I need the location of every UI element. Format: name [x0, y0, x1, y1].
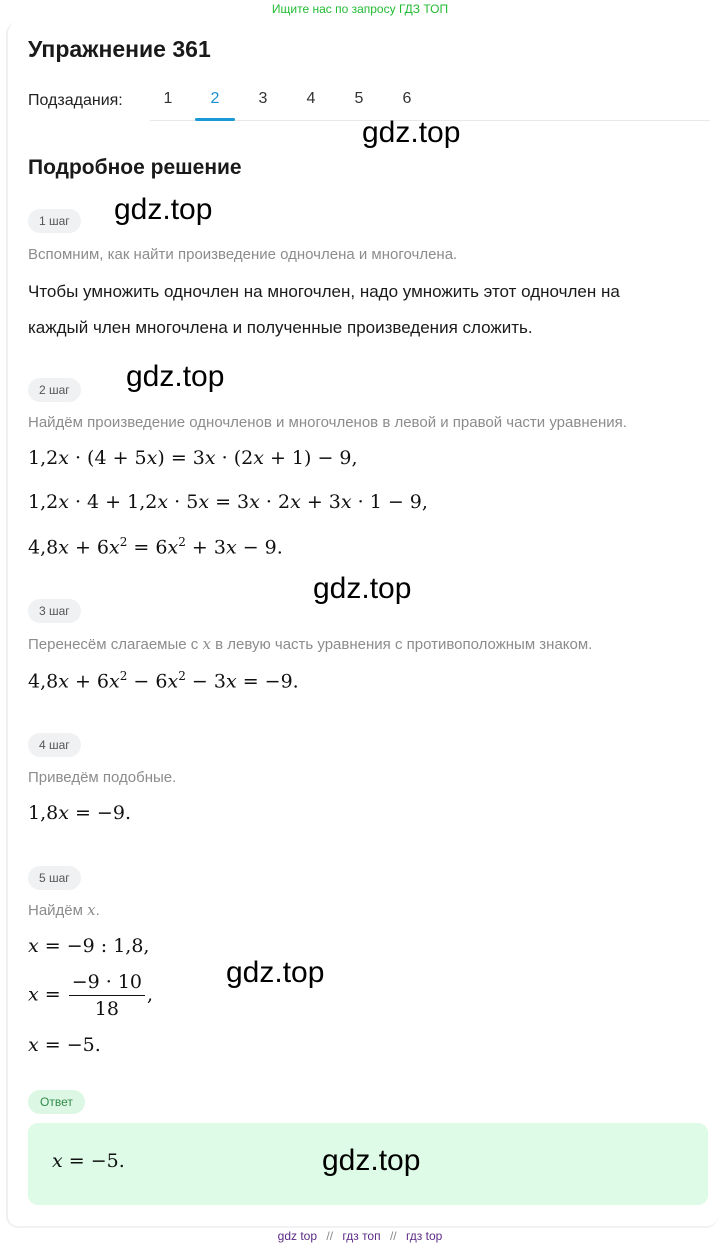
step-4-badge: 4 шаг — [28, 733, 81, 757]
step-2-equation-3: $4,8x + 6x^2 = 6x^2 + 3x - 9$. — [28, 535, 283, 559]
solution-card — [6, 22, 718, 1228]
search-banner: Ищите нас по запросу ГДЗ ТОП — [271, 2, 449, 16]
step-4-hint: Приведём подобные. — [28, 769, 177, 786]
step-5-equation-1: x = −9 : 1,8, — [28, 935, 150, 957]
answer-badge: Ответ — [28, 1090, 85, 1114]
step-3-hint: Перенесём слагаемые с x в левую часть уравнения с противоположным знаком. — [28, 635, 593, 653]
subtask-tab-4[interactable]: 4 — [306, 90, 316, 107]
watermark: gdz.top — [313, 572, 412, 605]
step-1-badge: 1 шаг — [28, 209, 81, 233]
step-5-equation-2: x = $\frac{-9 \cdot 10}{18}$ , — [28, 971, 154, 1020]
step-5-equation-3: x = −5. — [28, 1034, 101, 1056]
footer-link-1[interactable]: gdz top — [277, 1229, 318, 1243]
watermark: gdz.top — [322, 1144, 421, 1177]
answer-equation: x = −5. — [52, 1150, 125, 1172]
step-2-equation-1: 1,2x · (4 + 5x) = 3x · (2x + 1) − 9, — [28, 447, 358, 469]
step-2-equation-2: 1,2x · 4 + 1,2x · 5x = 3x · 2x + 3x · 1 − 9, — [28, 491, 428, 513]
watermark: gdz.top — [114, 193, 213, 226]
step-5-hint: Найдём x. — [28, 901, 100, 919]
watermark: gdz.top — [362, 116, 461, 149]
step-3-badge: 3 шаг — [28, 599, 81, 623]
step-2-badge: 2 шаг — [28, 378, 81, 402]
watermark: gdz.top — [226, 956, 325, 989]
active-tab-indicator — [195, 118, 235, 121]
step-1-hint: Вспомним, как найти произведение одночлена и многочлена. — [28, 246, 458, 263]
page-title: Упражнение 361 — [28, 36, 211, 62]
subtask-tab-5[interactable]: 5 — [354, 90, 364, 107]
subtask-tab-1[interactable]: 1 — [163, 90, 173, 107]
section-title: Подробное решение — [28, 156, 242, 179]
footer-separator: // — [389, 1229, 397, 1243]
step-2-hint: Найдём произведение одночленов и многочленов в левой и правой части уравнения. — [28, 414, 627, 431]
watermark: gdz.top — [126, 360, 225, 393]
step-3-equation: $4,8x + 6x^2 - 6x^2 - 3x = -9$. — [28, 669, 299, 693]
footer-link-2[interactable]: гдз топ — [342, 1229, 381, 1243]
subtask-tab-2[interactable]: 2 — [210, 90, 220, 107]
subtask-tab-3[interactable]: 3 — [258, 90, 268, 107]
footer-separator: // — [326, 1229, 334, 1243]
footer-link-3[interactable]: гдз top — [405, 1229, 443, 1243]
subtasks-label: Подзадания: — [28, 92, 123, 109]
step-1-text-line-1: Чтобы умножить одночлен на многочлен, надо умножить этот одночлен на — [28, 282, 620, 301]
subtask-tab-6[interactable]: 6 — [402, 90, 412, 107]
step-5-badge: 5 шаг — [28, 866, 81, 890]
fraction: $\frac{-9 \cdot 10}{18}$ — [69, 969, 145, 1022]
footer-links — [0, 1229, 720, 1243]
step-4-equation: 1,8x = −9. — [28, 802, 131, 824]
step-1-text-line-2: каждый член многочлена и полученные произведения сложить. — [28, 318, 533, 337]
